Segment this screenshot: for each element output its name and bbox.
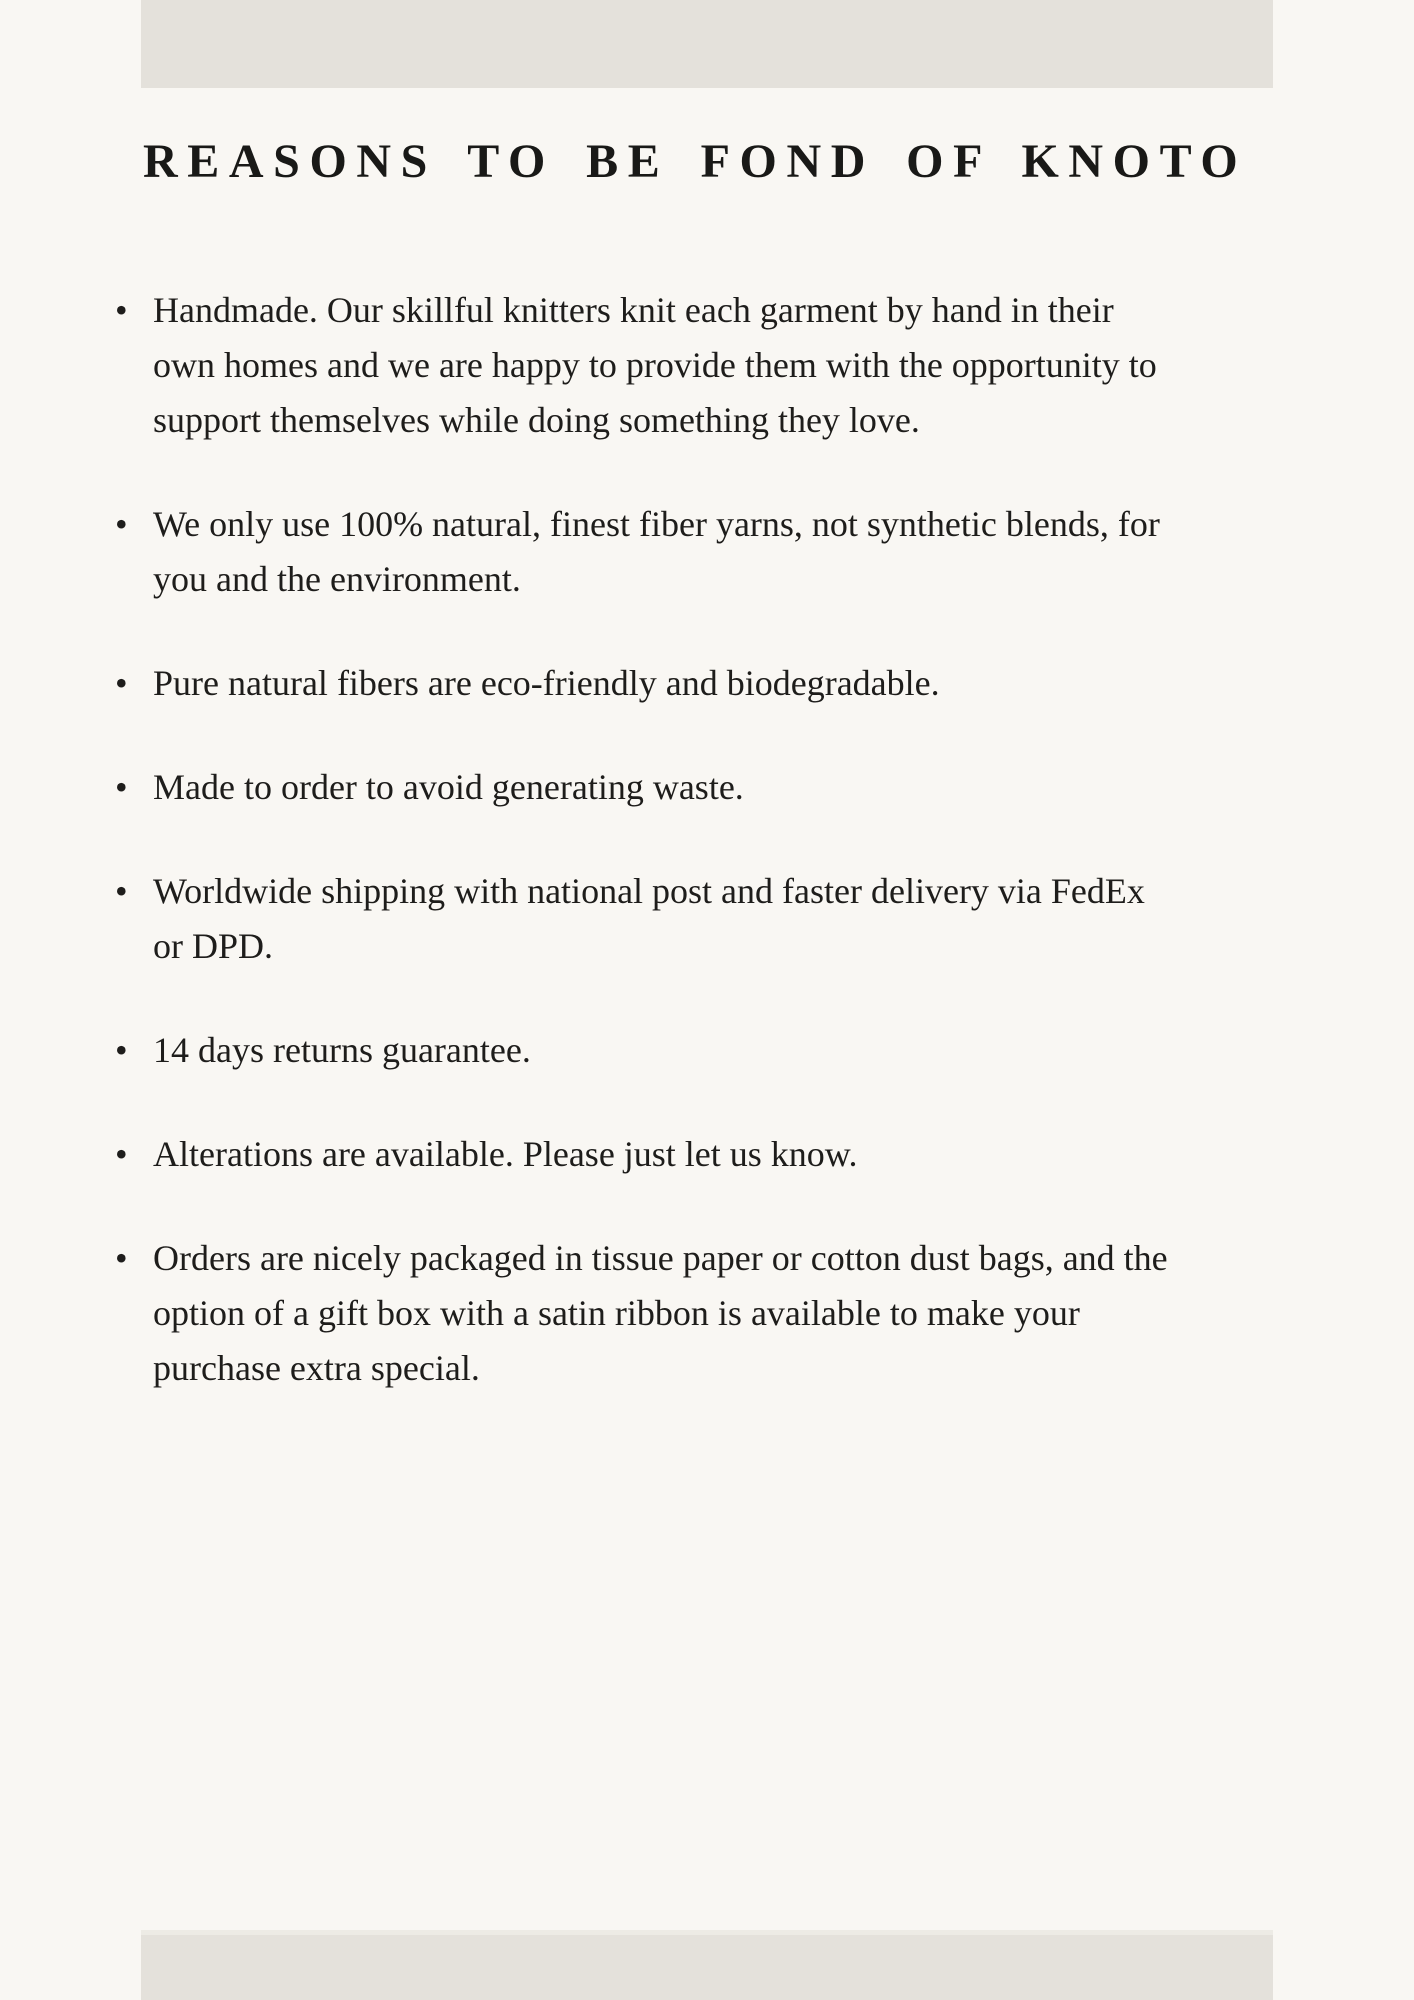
list-item: • Worldwide shipping with national post and faster delivery via FedEx or DPD. [141, 864, 1273, 974]
list-item: • 14 days returns guarantee. [141, 1023, 1273, 1078]
list-item: • Orders are nicely packaged in tissue paper or cotton dust bags, and the option of a gift box with a satin ribbon is available to make your purchase extra special. [141, 1231, 1273, 1396]
content-area [141, 88, 1273, 1445]
page-title: REASONS TO BE FOND OF KNOTO [143, 135, 1248, 188]
list-item: • Made to order to avoid generating waste. [141, 760, 1273, 815]
list-item: • Alterations are available. Please just let us know. [141, 1127, 1273, 1182]
top-decorative-band [141, 0, 1273, 88]
list-item: • We only use 100% natural, finest fiber yarns, not synthetic blends, for you and the environment. [141, 497, 1273, 607]
list-item: • Pure natural fibers are eco-friendly and biodegradable. [141, 656, 1273, 711]
reasons-list [141, 283, 1273, 1396]
bottom-decorative-band [141, 1930, 1273, 2000]
list-item: • Handmade. Our skillful knitters knit each garment by hand in their own homes and we are happy to provide them with the opportunity to support themselves while doing something they love. [141, 283, 1273, 448]
